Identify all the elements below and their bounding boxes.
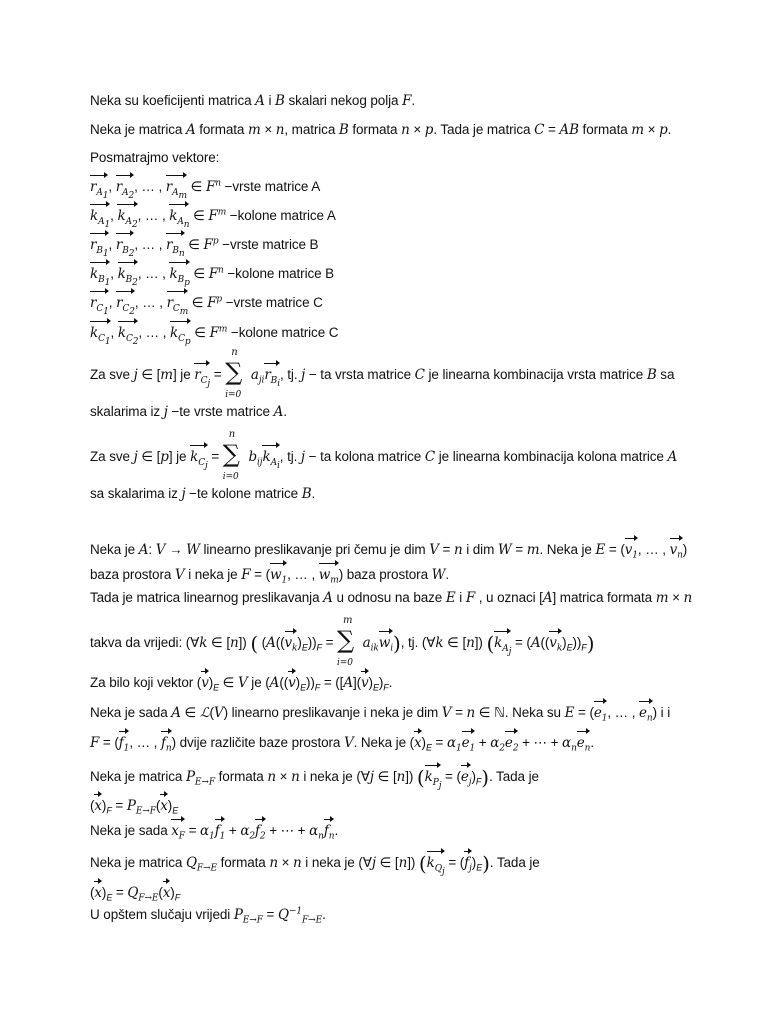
text-linear-map-def: Neka je A: V → W linearno preslikavanje pri čemu je dim V = n i dim W = m. Neka je $E = (v_1$, … , $v_n$) [90,537,687,559]
vectors-rows-B: $r_{B_1}$, $r_{B_2}$, … , $r_{B_n}$ ∈ $F^p$ −vrste matrice B [90,232,318,254]
text-line-13: sa skalarima iz j −te kolone matrice B. [90,486,316,502]
vectors-cols-B: $k_{B_1}$, $k_{B_2}$, … , $k_{B_p}$ ∈ $F^n$ −kolone matrice B [90,261,334,283]
document-page [90,0,693,1024]
vectors-cols-C: $k_{C_1}$, $k_{C_2}$, … , $k_{C_p}$ ∈ $F^m$ −kolone matrice C [90,320,338,342]
text-change-basis-1: Neka je sada A ∈ ℒ(V) linearno preslikavanje i neka je dim V = n ∈ ℕ. Neka su $E = (e_1$, … , $e_n$) i i [90,700,670,722]
text-line-3: Posmatrajmo vektore: [90,150,220,165]
text-basis-W: baza prostora V i neka je $F = (w_1$, … , $w_m$) baza prostora W. [90,562,449,584]
text-matrix-Q: Neka je matrica $Q_{F\to E}$ formata n × n i neka je (∀j ∈ [n]) $(k_{Q_j} = (f_j)_E)$. Tada je [90,851,540,877]
text-matrix-of-map: Tada je matrica linearnog preslikavanja A u odnosu na baze E i F , u oznaci [A] matrica formata m × n [90,590,693,606]
formula-matrix-columns: takva da vrijedi: (∀k ∈ [n]) ( $(A((v_k)_E))_F$ = m ∑ i=0 $a_{ik}w_i$), tj. (∀k ∈ [n]) $(k_{A_j} = (A((v_k)_E))_F)$ [90,615,595,669]
text-line-11: skalarima iz j −te vrste matrice A. [90,404,287,420]
formula-column-combination: Za sve j ∈ [p] je $k_{C_j}$ = n ∑ i=0 $b_{ij}k_{A_i}$, tj. j − ta kolona matrice C je linearna kombinacija kolona matrice A [90,429,678,483]
formula-any-vector: Za bilo koji vektor $(v)_E$ ∈ V je $(A((v)_E))_F = ([A](v)_E)_F$. [90,670,392,692]
text-change-basis-2: $F = (f_1$, … , $f_n$) dvije različite baze prostora V. Neka je $(x)_E = \alpha_1e_1 + \alpha_2e_2$ + ⋯ + $\alpha_ne_n$. [90,730,594,752]
text-general-case: U opštem slučaju vrijedi $P_{E\to F} = Q^{-1}_{F\to E}$. [90,906,326,926]
formula-row-combination: Za sve j ∈ [m] je $r_{C_j}$ = n ∑ i=0 $a_{ji}r_{B_i}$, tj. j − ta vrsta matrice C je linearna kombinacija vrsta matrice B sa [90,347,675,401]
text-matrix-P: Neka je matrica $P_{E\to F}$ formata n × n i neka je (∀j ∈ [n]) $(k_{P_j} = (e_j)_F)$. Tada je [90,765,539,791]
vectors-rows-C: $r_{C_1}$, $r_{C_2}$, … , $r_{C_m}$ ∈ $F^p$ −vrste matrice C [90,290,323,312]
text-line-2: Neka je matrica A formata m × n, matrica B formata n × p. Tada je matrica C = AB formata m × p. [90,122,672,138]
text-xF-def: Neka je sada $x_F = \alpha_1f_1 + \alpha_2f_2$ + ⋯ + $\alpha_nf_n$. [90,818,338,840]
formula-xE: $(x)_E = Q_{F\to E}(x)_F$ [90,880,180,902]
vectors-rows-A: $r_{A_1}$, $r_{A_2}$, … , $r_{A_m}$ ∈ $F^n$ −vrste matrice A [90,174,320,196]
vectors-cols-A: $k_{A_1}$, $k_{A_2}$, … , $k_{A_n}$ ∈ $F^m$ −kolone matrice A [90,203,336,225]
formula-xF: $(x)_F = P_{E\to F}(x)_E$ [90,793,178,815]
text-line-1: Neka su koeficijenti matrica A i B skalari nekog polja F. [90,93,416,109]
